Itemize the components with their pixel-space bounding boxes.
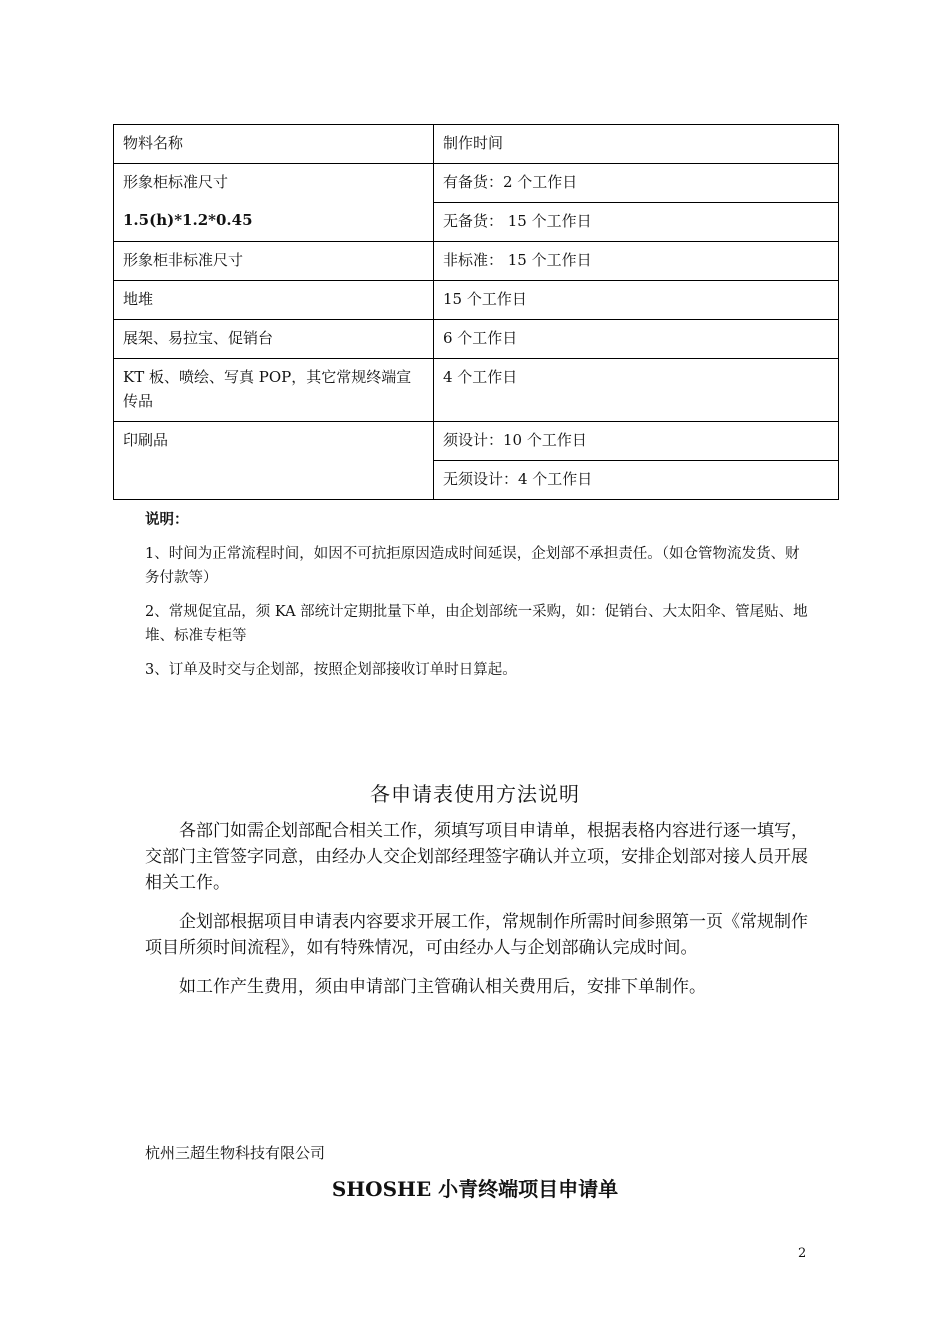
table-cell-item xyxy=(114,164,434,242)
table-row xyxy=(114,164,839,203)
note-item: 2、常规促宜品，须 KA 部统计定期批量下单，由企划部统一采购，如：促销台、大太阳伞、管尾贴、地堆、标准专柜等 xyxy=(145,604,808,644)
table-cell-item: 形象柜非标准尺寸 xyxy=(114,242,434,281)
header-material-name: 物料名称 xyxy=(114,125,434,164)
notes-section xyxy=(145,508,810,692)
section-body xyxy=(145,818,810,1013)
table-cell-time: 无备货： 15 个工作日 xyxy=(434,203,839,242)
header-production-time: 制作时间 xyxy=(434,125,839,164)
table-cell-time: 有备货：2 个工作日 xyxy=(434,164,839,203)
table-row xyxy=(114,422,839,461)
body-paragraph: 如工作产生费用，须由申请部门主管确认相关费用后，安排下单制作。 xyxy=(179,977,706,997)
note-item: 3、订单及时交与企划部，按照企划部接收订单时日算起。 xyxy=(145,662,517,678)
table-row xyxy=(114,242,839,281)
table-cell-item: 展架、易拉宝、促销台 xyxy=(114,320,434,359)
table-cell-time: 须设计：10 个工作日 xyxy=(434,422,839,461)
item-size: 1.5(h)*1.2*0.45 xyxy=(123,211,253,229)
production-time-table xyxy=(113,124,839,500)
table-row xyxy=(114,320,839,359)
notes-title: 说明： xyxy=(145,511,189,528)
table-cell-item: KT 板、喷绘、写真 POP，其它常规终端宣传品 xyxy=(114,359,434,422)
body-paragraph: 各部门如需企划部配合相关工作，须填写项目申请单，根据表格内容进行逐一填写，交部门主管签字同意，由经办人交企划部经理签字确认并立项，安排企划部对接人员开展相关工作。 xyxy=(145,821,808,893)
table-header-row xyxy=(114,125,839,164)
page-number: 2 xyxy=(798,1246,807,1261)
table-cell-time: 6 个工作日 xyxy=(434,320,839,359)
note-item: 1、时间为正常流程时间，如因不可抗拒原因造成时间延误，企划部不承担责任。（如仓管物流发货、财务付款等） xyxy=(145,546,800,586)
table-cell-time: 非标准： 15 个工作日 xyxy=(434,242,839,281)
company-name: 杭州三超生物科技有限公司 xyxy=(145,1144,326,1162)
table-row xyxy=(114,359,839,422)
table-cell-time: 4 个工作日 xyxy=(434,359,839,422)
item-name: 形象柜标准尺寸 xyxy=(123,173,229,191)
section-title: 各申请表使用方法说明 xyxy=(370,782,580,806)
table-cell-item: 印刷品 xyxy=(114,422,434,500)
form-title: SHOSHE 小青终端项目申请单 xyxy=(331,1177,619,1201)
table-row xyxy=(114,281,839,320)
body-paragraph: 企划部根据项目申请表内容要求开展工作，常规制作所需时间参照第一页《常规制作项目所须时间流程》，如有特殊情况，可由经办人与企划部确认完成时间。 xyxy=(145,912,808,958)
table-cell-time: 无须设计：4 个工作日 xyxy=(434,461,839,500)
table-cell-time: 15 个工作日 xyxy=(434,281,839,320)
table-cell-item: 地堆 xyxy=(114,281,434,320)
